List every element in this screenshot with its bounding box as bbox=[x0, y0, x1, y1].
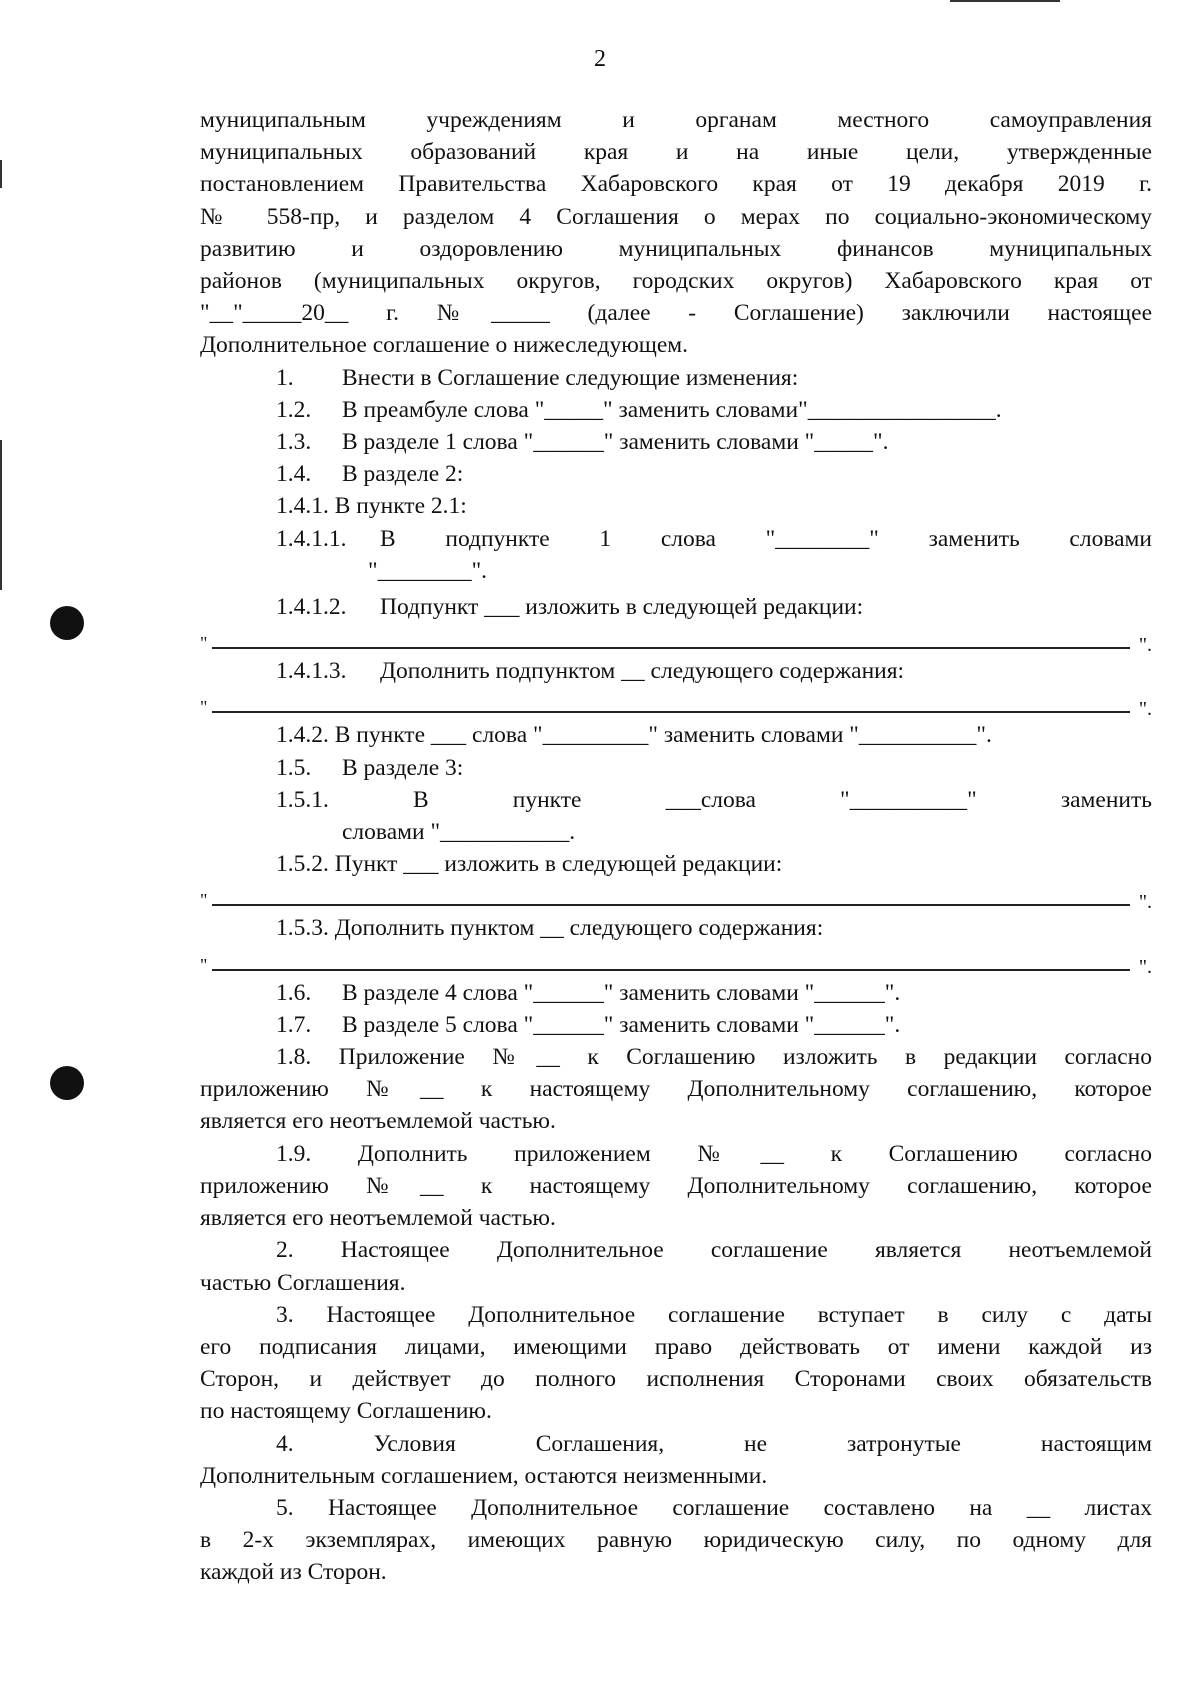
paragraph-3: по настоящему Соглашению. bbox=[200, 1398, 492, 1425]
paragraph-4: 4. Условия Соглашения, не затронутые настоящим bbox=[276, 1430, 1152, 1457]
item-1-4-1-1: 1.4.1.1. В подпункте 1 слова "________" заменить словами bbox=[276, 525, 1152, 552]
punch-hole-mark bbox=[50, 1066, 84, 1100]
intro-line: № 558-пр, и разделом 4 Соглашения о мерах по социально-экономическому bbox=[200, 203, 1152, 230]
intro-line: районов (муниципальных округов, городских округов) Хабаровского края от bbox=[200, 268, 1152, 295]
paragraph-5: в 2-х экземплярах, имеющих равную юридическую силу, по одному для bbox=[200, 1527, 1152, 1554]
paragraph-3: его подписания лицами, имеющими право действовать от имени каждой из bbox=[200, 1333, 1152, 1360]
item-1-7: 1.7. В разделе 5 слова "______" заменить словами "______". bbox=[276, 1011, 901, 1038]
item-1: 1. Внести в Соглашение следующие изменения: bbox=[276, 364, 799, 391]
intro-line: муниципальным учреждениям и органам местного самоуправления bbox=[200, 107, 1152, 133]
paragraph-2: частью Соглашения. bbox=[200, 1269, 406, 1296]
item-1-5-1-continuation: словами "___________. bbox=[342, 819, 576, 846]
item-1-9: приложению №__ к настоящему Дополнительному соглашению, которое bbox=[200, 1172, 1152, 1199]
paragraph-2: 2. Настоящее Дополнительное соглашение является неотъемлемой bbox=[276, 1237, 1152, 1264]
scan-top-rule bbox=[950, 0, 1060, 2]
item-1-6: 1.6. В разделе 4 слова "______" заменить словами "______". bbox=[276, 979, 901, 1006]
item-1-4-1: 1.4.1. В пункте 2.1: bbox=[276, 493, 467, 520]
underline bbox=[212, 904, 1130, 906]
item-1-8: является его неотъемлемой частью. bbox=[200, 1108, 556, 1135]
item-1-9: является его неотъемлемой частью. bbox=[200, 1205, 556, 1232]
intro-line: развитию и оздоровлению муниципальных финансов муниципальных bbox=[200, 235, 1152, 262]
page-number: 2 bbox=[594, 46, 606, 72]
paragraph-5: каждой из Сторон. bbox=[200, 1559, 387, 1586]
intro-line: Дополнительное соглашение о нижеследующем. bbox=[200, 332, 689, 359]
item-1-5: 1.5. В разделе 3: bbox=[276, 754, 464, 781]
paragraph-5: 5. Настоящее Дополнительное соглашение составлено на __ листах bbox=[276, 1494, 1152, 1521]
item-1-5-2: 1.5.2. Пункт ___ изложить в следующей редакции: bbox=[276, 851, 783, 878]
item-1-8: 1.8. Приложение №__ к Соглашению изложить в редакции согласно bbox=[276, 1044, 1152, 1071]
item-1-4-1-3: 1.4.1.3. Дополнить подпунктом __ следующего содержания: bbox=[276, 658, 905, 685]
item-1-3: 1.3. В разделе 1 слова "______" заменить словами "_____". bbox=[276, 429, 889, 456]
item-1-5-3: 1.5.3. Дополнить пунктом __ следующего содержания: bbox=[276, 915, 824, 942]
fill-in-line: " ". bbox=[200, 633, 1152, 657]
item-1-8: приложению №__ к настоящему Дополнительному соглашению, которое bbox=[200, 1076, 1152, 1103]
intro-line: постановлением Правительства Хабаровского края от 19 декабря 2019 г. bbox=[200, 171, 1152, 198]
intro-line: муниципальных образований края и на иные цели, утвержденные bbox=[200, 139, 1152, 166]
underline bbox=[212, 647, 1130, 649]
item-1-9: 1.9. Дополнить приложением №__ к Соглашению согласно bbox=[276, 1140, 1152, 1167]
scan-edge-mark bbox=[0, 160, 2, 188]
item-1-5-1: 1.5.1. В пункте ___слова "__________" заменить bbox=[276, 786, 1152, 813]
punch-hole-mark bbox=[50, 606, 84, 640]
item-1-2: 1.2. В преамбуле слова "_____" заменить словами"________________. bbox=[276, 396, 1002, 423]
intro-line: "__"_____20__ г. №_____ (далее - Соглашение) заключили настоящее bbox=[200, 300, 1152, 327]
underline bbox=[212, 711, 1130, 713]
paragraph-3: 3. Настоящее Дополнительное соглашение вступает в силу с даты bbox=[276, 1301, 1152, 1328]
scan-edge-mark bbox=[0, 440, 2, 590]
fill-in-line: " ". bbox=[200, 697, 1152, 721]
item-1-4-2: 1.4.2. В пункте ___ слова "_________" заменить словами "__________". bbox=[276, 722, 992, 749]
document-body bbox=[200, 104, 1152, 1589]
paragraph-3: Сторон, и действует до полного исполнения Сторонами своих обязательств bbox=[200, 1366, 1152, 1393]
underline bbox=[212, 969, 1130, 971]
paragraph-4: Дополнительным соглашением, остаются неизменными. bbox=[200, 1462, 768, 1489]
fill-in-line: " ". bbox=[200, 890, 1152, 914]
item-1-4-1-2: 1.4.1.2. Подпункт ___ изложить в следующей редакции: bbox=[276, 594, 864, 621]
fill-in-line: " ". bbox=[200, 954, 1152, 978]
item-1-4-1-1-continuation: "________". bbox=[368, 557, 488, 584]
item-1-4: 1.4. В разделе 2: bbox=[276, 461, 464, 488]
